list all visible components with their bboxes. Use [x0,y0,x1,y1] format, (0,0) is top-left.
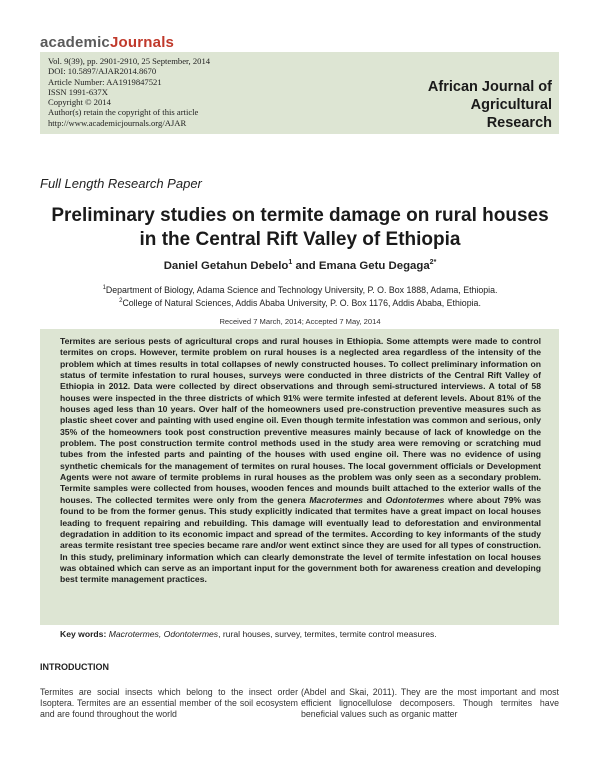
affiliation-2 [40,296,560,309]
author-1: Daniel Getahun Debelo [163,259,289,272]
intro-left-column: Termites are social insects which belong to the insect order Isoptera. Termites are an essential member of the soil ecosystem and are found throughout the world [40,687,298,720]
logo-part-academic: academic [40,34,110,51]
keywords-rest: , rural houses, survey, termites, termite control measures. [218,629,437,639]
intro-right-column: (Abdel and Skai, 2011). They are the most important and most efficient lignocellulose decomposers. Though termites have beneficial values such as organic matter [301,687,559,720]
paper-type: Full Length Research Paper [40,176,202,191]
journal-name-line2: Research [486,115,552,131]
paper-title [40,204,560,252]
affiliation-1-text: Department of Biology, Adama Science and Technology University, P. O. Box 1888, Adama, Ethiopia. [105,284,498,295]
author-1-affil-marker: 1 [288,259,293,266]
keywords [60,629,541,639]
journal-name [352,78,552,132]
meta-doi: DOI: 10.5897/AJAR2014.8670 [48,66,157,77]
affiliation-1 [40,283,560,296]
author-2-affil-marker: 2* [429,259,437,266]
meta-issn: ISSN 1991-637X [48,86,108,97]
keywords-label: Key words: [60,629,107,639]
title-line2: in the Central Rift Valley of Ethiopia [139,229,461,250]
publisher-logo [40,34,174,51]
abstract [60,336,541,586]
meta-article-number: Article Number: AA1919847521 [48,76,162,87]
title-line1: Preliminary studies on termite damage on rural houses [51,205,549,226]
abstract-part1: Termites are serious pests of agricultural crops and rural houses in Ethiopia. Some attempts were made to control termites on crops. However, termite problem on rural houses is a neglected area regardless of the intensity of the problem which at times results in total collapses of newly constructed houses. To collect preliminary information on status of termite infestation to rural houses, surveys were conducted in three districts of the Central Rift Valley of Ethiopia in 2012. Data were collected by direct observations and through semi-structured interviews. A total of 58 houses were inspected in the three districts of which 91% were termite infested at deferent levels. About 81% of the houses aged less than 10 years. Over half of the homeowners used pre-construction preventive measures such as plastic sheet cover and painting with used engine oil. Even though termite infestation was common and serious, only 35% of the homeowners took post construction preventive measures mainly because of lack of knowledge on the problem. The post construction termite control methods used in the study area were removing or scratching mud tubes from the infested parts and painting of the houses with used engine oil. There was no evidence of using synthetic chemicals for the management of termites on rural houses. The local government officials or Development Agents were not aware of termite problems in rural houses as the problem was only seen as a secondary problem. Termite samples were collected from houses, wooden fences and mounds built attached to the exterior walls of the houses. The collected termites were only from the genera [60,336,541,505]
affiliations [40,283,560,310]
author-and: and [292,259,319,272]
affiliation-2-text: College of Natural Sciences, Addis Ababa University, P. O. Box 1176, Addis Ababa, Ethiopia. [122,298,481,309]
keywords-italic: Macrotermes, Odontotermes [106,629,219,639]
meta-rights: Author(s) retain the copyright of this article [48,107,199,118]
meta-url: http://www.academicjournals.org/AJAR [48,117,187,128]
journal-name-line1: African Journal of Agricultural [427,79,552,113]
meta-copyright: Copyright © 2014 [48,97,111,108]
affiliation-1-marker: 1 [102,285,106,291]
received-accepted-dates: Received 7 March, 2014; Accepted 7 May, 2014 [219,317,381,326]
abstract-and: and [362,494,386,505]
meta-volume: Vol. 9(39), pp. 2901-2910, 25 September, 2014 [48,56,211,66]
abstract-genus-odontotermes: Odontotermes [385,494,445,505]
abstract-genus-macrotermes: Macrotermes [309,494,363,505]
introduction-heading: INTRODUCTION [40,662,109,672]
authors [40,259,560,272]
author-2: Emana Getu Degaga [318,259,430,272]
article-meta [48,56,210,128]
affiliation-2-marker: 2 [119,298,123,305]
abstract-part2: where about 79% was found to be from the former genus. This study explicitly indicated that termites have a great impact on local houses leading to frequent repairing and rebuilding. This damage will eventually lead to deforestation and environmental degradation in addition to its economic impact and spread of the termites. According to key informants of the study areas termite resistant tree species became rare and/or went extinct since they are used for all types of construction. In this study, preliminary information which can clearly demonstrate the level of termite infestation on local houses was obtained which can serve as an important input for the government both for awareness creation and developing best termite management practices. [60,494,541,585]
logo-part-journals: Journals [109,34,175,51]
